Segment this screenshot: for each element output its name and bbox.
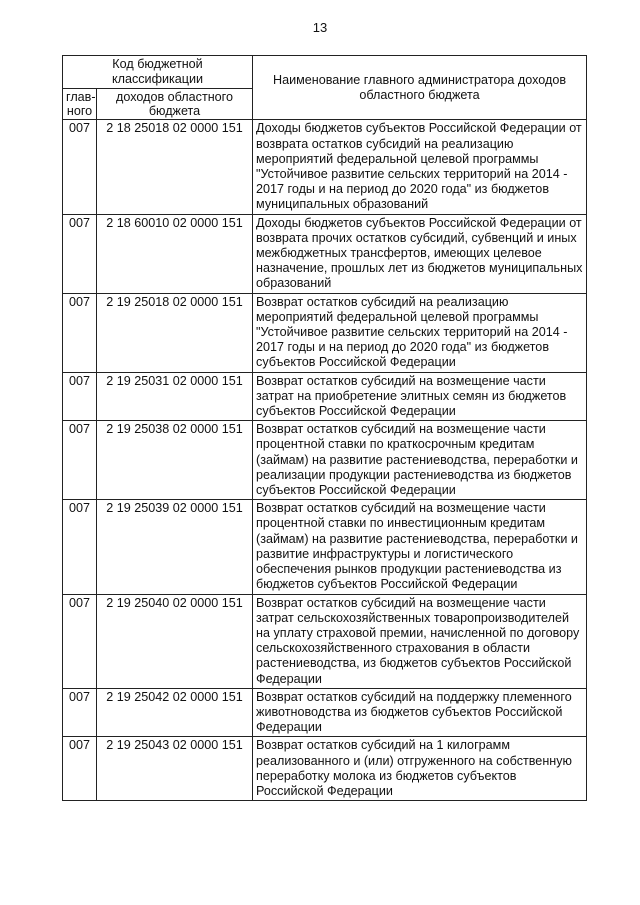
revenue-code-cell: 2 19 25040 02 0000 151 [97, 594, 253, 688]
header-group-title: Код бюджетной классификации [63, 56, 253, 89]
table-row [63, 421, 587, 500]
admin-code-cell: 007 [63, 594, 97, 688]
table-row [63, 594, 587, 688]
header-code-column: доходов областного бюджета [97, 89, 253, 120]
revenue-code-cell: 2 19 25042 02 0000 151 [97, 688, 253, 737]
admin-code-cell: 007 [63, 688, 97, 737]
table-body [63, 120, 587, 801]
revenue-code-cell: 2 18 25018 02 0000 151 [97, 120, 253, 214]
admin-code-cell: 007 [63, 372, 97, 421]
header-admin-column: глав-ного [63, 89, 97, 120]
page-number: 13 [312, 20, 328, 35]
admin-code-cell: 007 [63, 120, 97, 214]
header-name-column: Наименование главного администратора доходов областного бюджета [253, 56, 587, 120]
revenue-name-cell: Возврат остатков субсидий на возмещение части затрат сельскохозяйственных товаропроизводителей на уплату страховой премии, начисленной по договору сельскохозяйственного страхования в области растениеводства, из бюджетов субъектов Российской Федерации [253, 594, 587, 688]
table-row [63, 688, 587, 737]
revenue-code-cell: 2 19 25039 02 0000 151 [97, 500, 253, 594]
admin-code-cell: 007 [63, 737, 97, 801]
table-row [63, 293, 587, 372]
table-row [63, 372, 587, 421]
revenue-name-cell: Возврат остатков субсидий на реализацию мероприятий федеральной целевой программы "Устойчивое развитие сельских территорий на 2014 - 2017 годы и на период до 2020 года" из бюджетов субъектов Российской Федерации [253, 293, 587, 372]
revenue-code-cell: 2 18 60010 02 0000 151 [97, 214, 253, 293]
revenue-name-cell: Возврат остатков субсидий на возмещение части процентной ставки по инвестиционным кредитам (займам) на развитие растениеводства, переработки и развитие инфраструктуры и логистического обеспечения рынков продукции растениеводства из бюджетов субъектов Российской Федерации [253, 500, 587, 594]
revenue-name-cell: Возврат остатков субсидий на возмещение части затрат на приобретение элитных семян из бюджетов субъектов Российской Федерации [253, 372, 587, 421]
revenue-code-cell: 2 19 25031 02 0000 151 [97, 372, 253, 421]
revenue-name-cell: Доходы бюджетов субъектов Российской Федерации от возврата остатков субсидий на реализацию мероприятий федеральной целевой программы "Устойчивое развитие сельских территорий на 2014 - 2017 годы и на период до 2020 года" из бюджетов муниципальных образований [253, 120, 587, 214]
revenue-name-cell: Возврат остатков субсидий на 1 килограмм реализованного и (или) отгруженного на собственную переработку молока из бюджетов субъектов Российской Федерации [253, 737, 587, 801]
revenue-name-cell: Возврат остатков субсидий на поддержку племенного животноводства из бюджетов субъектов Российской Федерации [253, 688, 587, 737]
revenue-code-cell: 2 19 25018 02 0000 151 [97, 293, 253, 372]
revenue-name-cell: Возврат остатков субсидий на возмещение части процентной ставки по краткосрочным кредитам (займам) на развитие растениеводства, переработки и реализации продукции растениеводства из бюджетов субъектов Российской Федерации [253, 421, 587, 500]
admin-code-cell: 007 [63, 500, 97, 594]
table-header [63, 56, 587, 120]
table-row [63, 120, 587, 214]
table-row [63, 500, 587, 594]
revenue-name-cell: Доходы бюджетов субъектов Российской Федерации от возврата прочих остатков субсидий, субвенций и иных межбюджетных трансфертов, имеющих целевое назначение, прошлых лет из бюджетов муниципальных образований [253, 214, 587, 293]
table-row [63, 737, 587, 801]
budget-classification-table [62, 55, 587, 801]
table-row [63, 214, 587, 293]
revenue-code-cell: 2 19 25043 02 0000 151 [97, 737, 253, 801]
revenue-code-cell: 2 19 25038 02 0000 151 [97, 421, 253, 500]
admin-code-cell: 007 [63, 214, 97, 293]
admin-code-cell: 007 [63, 421, 97, 500]
admin-code-cell: 007 [63, 293, 97, 372]
